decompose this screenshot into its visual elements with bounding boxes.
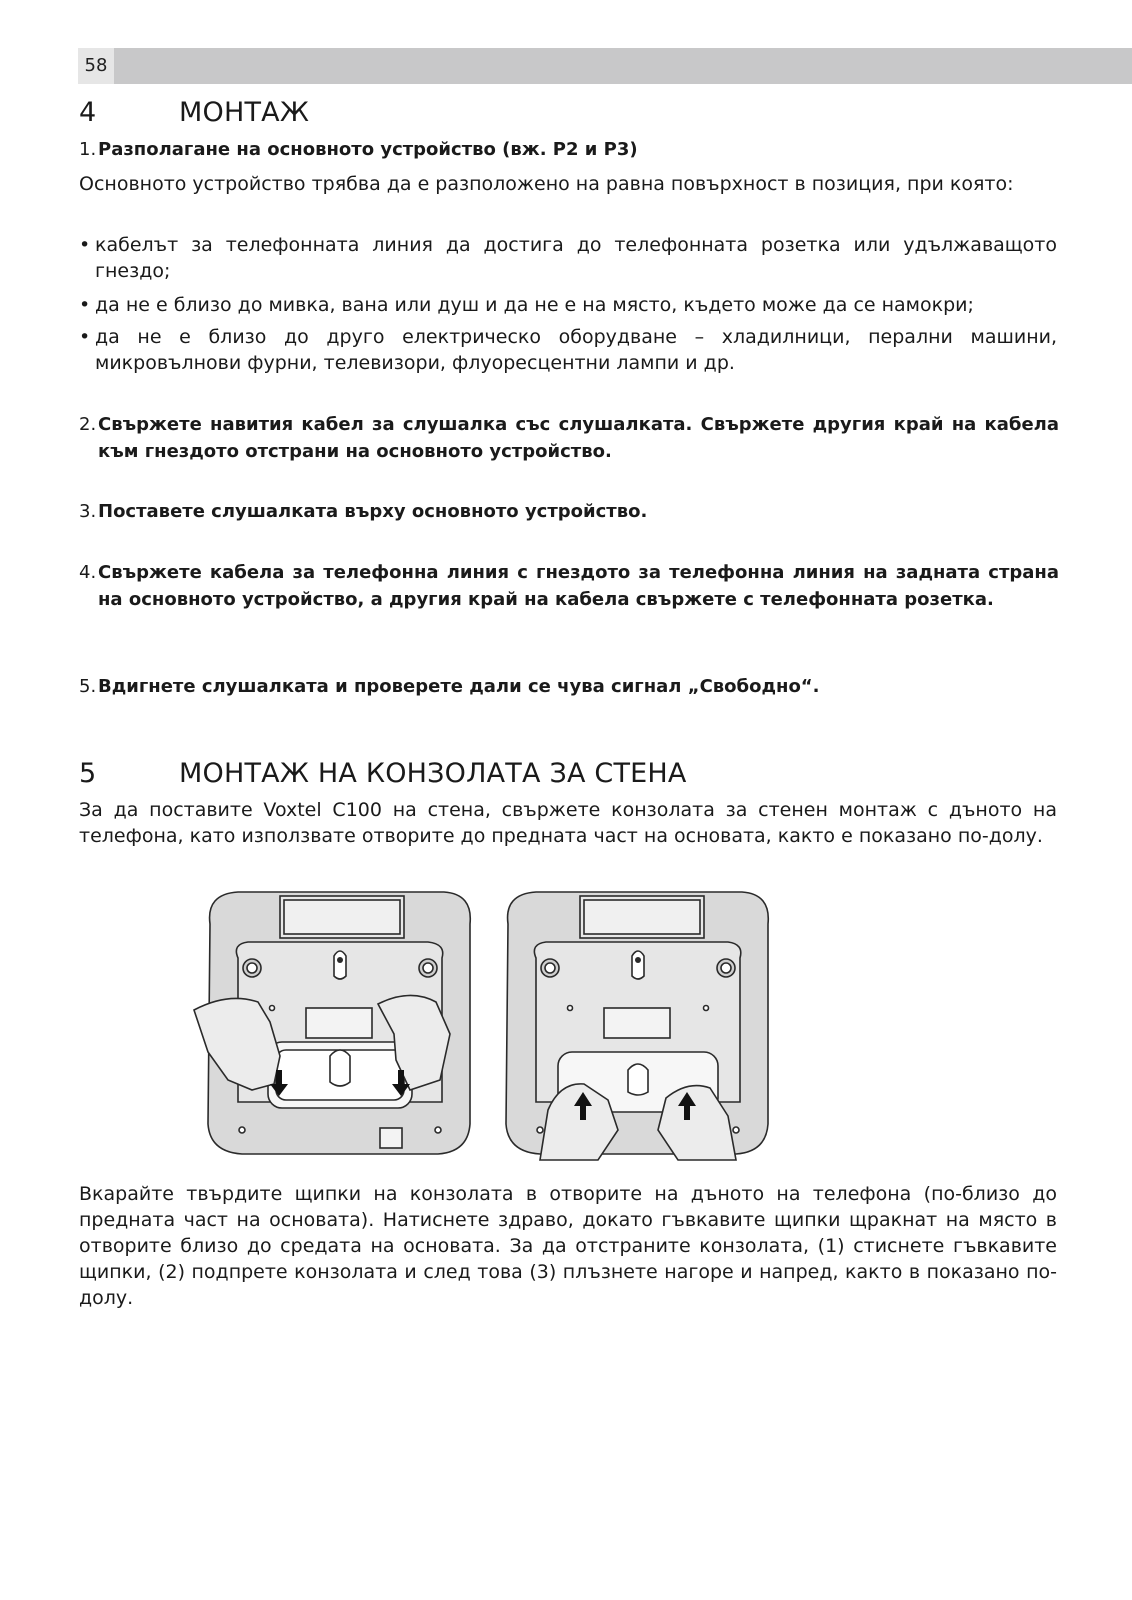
step-1-intro: Основното устройство трябва да е разположено на равна повърхност в позиция, при която: (79, 173, 1014, 195)
section-5-title (79, 758, 687, 789)
section-4-title (79, 97, 309, 128)
step-3-number: 3. (79, 501, 97, 522)
bullet-text: да не е близо до мивка, вана или душ и да не е на място, където може да се намокри; (95, 294, 974, 316)
step-5-number: 5. (79, 676, 97, 697)
step-2 (79, 411, 1059, 465)
bullet-item (79, 292, 1057, 318)
step-3-text: Поставете слушалката върху основното устройство. (98, 501, 648, 522)
step-4 (79, 559, 1059, 613)
section-5-number: 5 (79, 758, 97, 789)
page-number: 58 (78, 48, 114, 84)
step-2-text: Свържете навития кабел за слушалка със слушалката. Свържете другия край на кабела към гнездото отстрани на основното устройство. (98, 414, 1059, 462)
phone-base-left (194, 892, 470, 1154)
step-3 (79, 498, 1059, 525)
bullet-item (79, 232, 1057, 284)
bullet-item (79, 324, 1057, 376)
section-4-number: 4 (79, 97, 97, 128)
section-5-heading: МОНТАЖ НА КОНЗОЛАТА ЗА СТЕНА (179, 758, 687, 789)
section-4-heading: МОНТАЖ (179, 97, 310, 128)
bullet-text: кабелът за телефонната линия да достига до телефонната розетка или удължаващото гнездо; (95, 234, 1057, 282)
step-4-number: 4. (79, 562, 97, 583)
section-5-body: Вкарайте твърдите щипки на конзолата в отворите на дъното на телефона (по-близо до предната част на основата). Натиснете здраво, докато гъвкавите щипки щракнат на място в отворите близо до средата на основата. За да отстраните конзолата, (1) стиснете гъвкавите щипки, (2) подпрете конзолата и след това (3) плъзнете нагоре и напред, както в показано по-долу. (79, 1183, 1057, 1309)
bullet-dot: • (79, 326, 91, 348)
step-1-heading (79, 136, 1059, 163)
bullet-dot: • (79, 294, 91, 316)
step-5 (79, 673, 1059, 700)
wall-bracket-illustration (188, 884, 778, 1174)
phone-base-right (506, 892, 768, 1160)
step-4-text: Свържете кабела за телефонна линия с гнездото за телефонна линия на задната страна на основното устройство, а другия край на кабела свържете с телефонната розетка. (98, 562, 1059, 610)
section-5-intro: За да поставите Voxtel C100 на стена, свържете конзолата за стенен монтаж с дъното на телефона, като използвате отворите до предната част на основата, както е показано по-долу. (79, 799, 1057, 847)
step-2-number: 2. (79, 414, 97, 435)
wall-bracket-figure (188, 884, 778, 1174)
step-1-number: 1. (79, 139, 97, 160)
page-header-bar (78, 48, 1132, 84)
bullet-dot: • (79, 234, 91, 256)
step-5-text: Вдигнете слушалката и проверете дали се чува сигнал „Свободно“. (98, 676, 820, 697)
bullet-text: да не е близо до друго електрическо оборудване – хладилници, перални машини, микровълнови фурни, телевизори, флуоресцентни лампи и др. (95, 326, 1057, 374)
step-1-title: Разполагане на основното устройство (вж. P2 и P3) (98, 139, 638, 160)
